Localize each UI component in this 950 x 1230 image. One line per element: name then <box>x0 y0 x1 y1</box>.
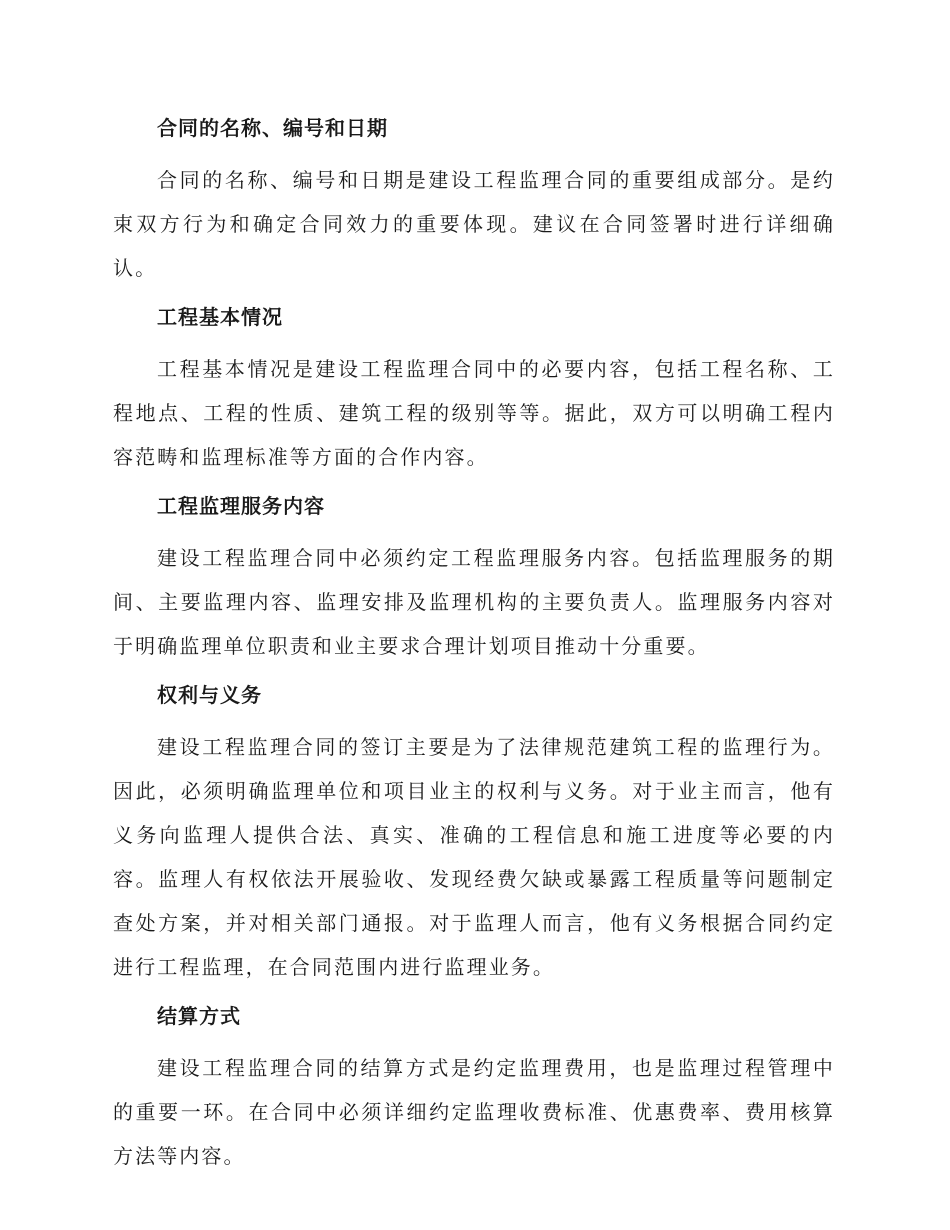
section-paragraph: 工程基本情况是建设工程监理合同中的必要内容，包括工程名称、工程地点、工程的性质、建筑工程的级别等等。据此，双方可以明确工程内容范畴和监理标准等方面的合作内容。 <box>113 357 835 469</box>
section-paragraph: 建设工程监理合同中必须约定工程监理服务内容。包括监理服务的期间、主要监理内容、监理安排及监理机构的主要负责人。监理服务内容对于明确监理单位职责和业主要求合理计划项目推动十分重要。 <box>113 546 835 658</box>
section-paragraph: 建设工程监理合同的结算方式是约定监理费用，也是监理过程管理中的重要一环。在合同中必须详细约定监理收费标准、优惠费率、费用核算方法等内容。 <box>113 1056 835 1168</box>
document-content <box>113 106 835 1183</box>
section-rights-obligations <box>113 673 835 989</box>
section-contract-name <box>113 106 835 290</box>
section-project-basics <box>113 295 835 479</box>
section-heading: 权利与义务 <box>157 683 262 707</box>
section-heading: 合同的名称、编号和日期 <box>157 116 388 140</box>
section-heading: 结算方式 <box>157 1004 241 1028</box>
section-heading: 工程监理服务内容 <box>157 494 325 518</box>
section-paragraph: 合同的名称、编号和日期是建设工程监理合同的重要组成部分。是约束双方行为和确定合同效力的重要体现。建议在合同签署时进行详细确认。 <box>113 168 835 280</box>
section-settlement <box>113 994 835 1178</box>
section-paragraph: 建设工程监理合同的签订主要是为了法律规范建筑工程的监理行为。因此，必须明确监理单位和项目业主的权利与义务。对于业主而言，他有义务向监理人提供合法、真实、准确的工程信息和施工进度等必要的内容。监理人有权依法开展验收、发现经费欠缺或暴露工程质量等问题制定查处方案，并对相关部门通报。对于监理人而言，他有义务根据合同约定进行工程监理，在合同范围内进行监理业务。 <box>113 735 835 979</box>
section-heading: 工程基本情况 <box>157 305 283 329</box>
section-supervision-services <box>113 484 835 668</box>
